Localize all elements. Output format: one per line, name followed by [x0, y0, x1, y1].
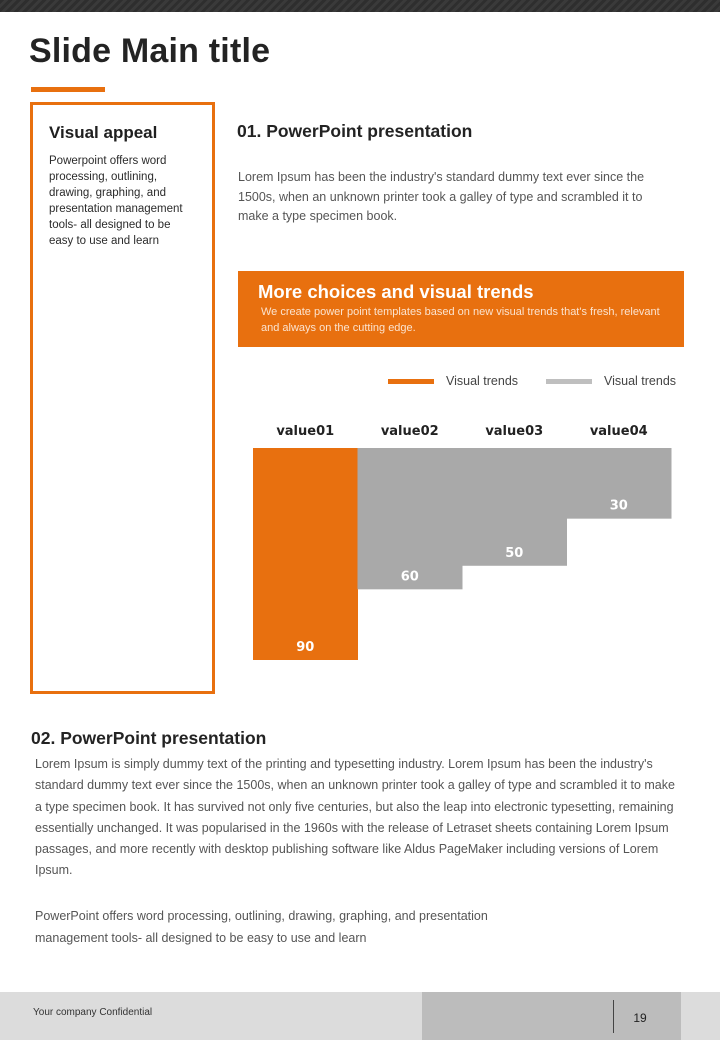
page-title: Slide Main title [29, 32, 271, 70]
bar-value01 [253, 448, 358, 660]
footer [0, 992, 720, 1040]
data-label-value02: 60 [400, 569, 419, 585]
category-label-value02: value02 [380, 424, 439, 439]
legend-swatch-orange [388, 379, 434, 384]
banner-subtitle: We create power point templates based on new visual trends that's fresh, relevant and always on the cutting edge. [261, 306, 660, 334]
legend-label: Visual trends [446, 374, 519, 388]
category-label-value04: value04 [589, 424, 648, 439]
section1-body: Lorem Ipsum has been the industry's standard dummy text ever since the 1500s, when an unknown printer took a galley of type and scrambled it to make a type specimen book. [238, 170, 645, 223]
title-underline [31, 87, 105, 92]
data-label-value04: 30 [609, 498, 628, 514]
confidential-label: Your company Confidential [33, 1007, 153, 1018]
trends-banner [238, 271, 684, 347]
card-body: Powerpoint offers word processing, outlining, drawing, graphing, and presentation management tools- all designed to be easy to use and learn [49, 155, 183, 247]
section1-title: 01. PowerPoint presentation [237, 121, 473, 141]
section2-body-secondary: PowerPoint offers word processing, outlining, drawing, graphing, and presentation management tools- all designed to be easy to use and learn [35, 909, 488, 945]
section2-body: Lorem Ipsum is simply dummy text of the printing and typesetting industry. Lorem Ipsum has been the industry's standard dummy text ever since the 1500s, when an unknown printer took a galley of type and scrambled it to make a type specimen book. It has survived not only five centuries, but also the leap into electronic typesetting, remaining essentially unchanged. It was popularised in the 1960s with the release of Letraset sheets containing Lorem Ipsum passages, and more recently with desktop publishing software like Aldus PageMaker including versions of Lorem Ipsum. [35, 757, 675, 878]
section2-title: 02. PowerPoint presentation [31, 728, 267, 748]
footer-page-block [422, 992, 681, 1040]
data-label-value03: 50 [505, 545, 524, 561]
card-title: Visual appeal [49, 123, 158, 142]
legend-label: Visual trends [604, 374, 677, 388]
bar-value02 [358, 448, 463, 589]
top-decorative-band [0, 0, 720, 12]
data-label-value01: 90 [296, 640, 315, 655]
category-label-value03: value03 [485, 424, 544, 439]
footer-divider [613, 1000, 614, 1033]
value-bar-chart [238, 410, 684, 672]
banner-title: More choices and visual trends [258, 281, 534, 302]
category-label-value01: value01 [276, 424, 335, 439]
visual-appeal-card [30, 102, 215, 694]
legend-swatch-gray [546, 379, 592, 384]
page-number: 19 [633, 1011, 647, 1025]
